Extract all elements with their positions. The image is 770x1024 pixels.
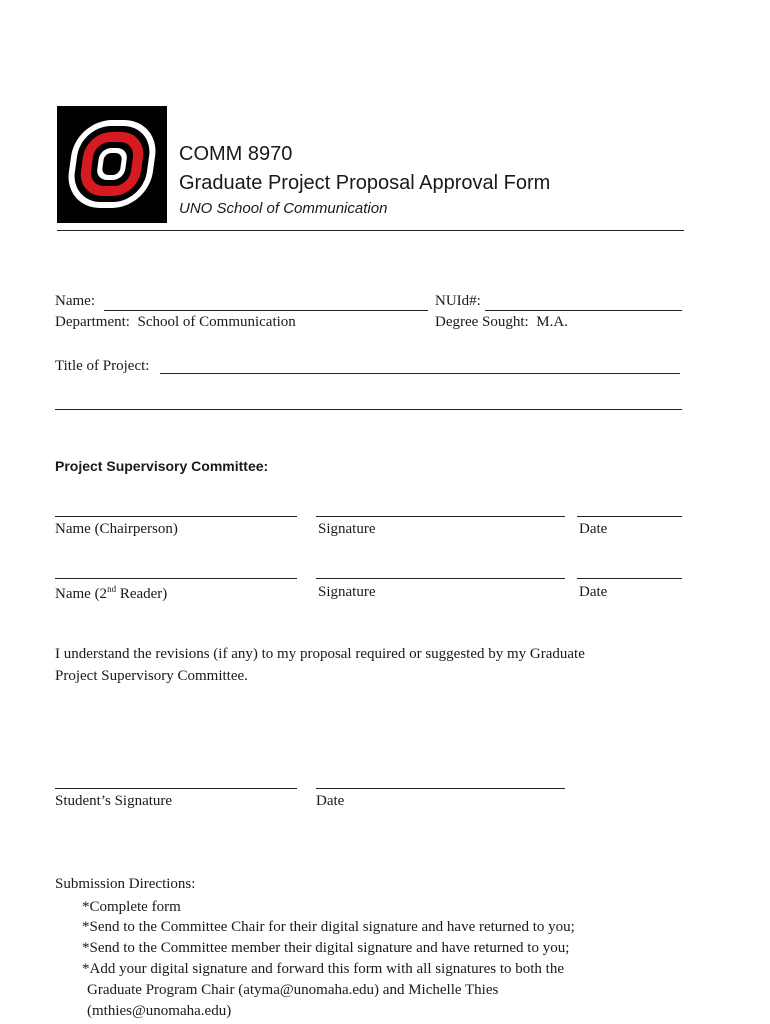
reader-name-line[interactable] (55, 578, 297, 579)
department-label: Department: (55, 314, 130, 330)
submission-step-2: *Send to the Committee Chair for their digital signature and have returned to you; (82, 919, 575, 935)
submission-heading: Submission Directions: (55, 876, 196, 892)
chair-name-label: Name (Chairperson) (55, 521, 178, 537)
submission-step-3: *Send to the Committee member their digital signature and have returned to you; (82, 940, 570, 956)
department-row (55, 314, 296, 331)
department-value: School of Communication (137, 314, 296, 330)
acknowledgement-line-1: I understand the revisions (if any) to my proposal required or suggested by my Graduate (55, 646, 585, 662)
student-date-line[interactable] (316, 788, 565, 789)
name-label: Name: (55, 293, 95, 309)
committee-heading: Project Supervisory Committee: (55, 458, 269, 474)
submission-continuation-2: (mthies@unomaha.edu) (87, 1003, 232, 1019)
course-code: COMM 8970 (179, 143, 293, 165)
project-title-line-1[interactable] (160, 373, 680, 374)
reader-signature-label: Signature (318, 584, 376, 600)
reader-date-label: Date (579, 584, 608, 600)
header-divider (57, 230, 684, 231)
submission-step-1: *Complete form (82, 899, 181, 915)
chair-name-line[interactable] (55, 516, 297, 517)
reader-name-label: Name (2nd Reader) (55, 584, 168, 602)
degree-value: M.A. (536, 314, 568, 330)
student-signature-label: Student’s Signature (55, 793, 173, 809)
chair-date-line[interactable] (577, 516, 682, 517)
form-title: Graduate Project Proposal Approval Form (179, 172, 551, 194)
reader-signature-line[interactable] (316, 578, 565, 579)
submission-continuation-1: Graduate Program Chair (atyma@unomaha.edu) and Michelle Thies (87, 982, 499, 998)
acknowledgement-line-2: Project Supervisory Committee. (55, 668, 248, 684)
chair-signature-line[interactable] (316, 516, 565, 517)
chair-date-label: Date (579, 521, 608, 537)
nuid-label: NUId#: (435, 293, 481, 309)
project-title-label: Title of Project: (55, 358, 150, 374)
student-date-label: Date (316, 793, 345, 809)
uno-logo (57, 106, 167, 223)
reader-date-line[interactable] (577, 578, 682, 579)
degree-row (435, 314, 568, 331)
uno-o-logo-icon (57, 106, 167, 223)
project-title-line-2[interactable] (55, 409, 682, 410)
degree-label: Degree Sought: (435, 314, 529, 330)
chair-signature-label: Signature (318, 521, 376, 537)
school-name: UNO School of Communication (179, 200, 388, 217)
submission-step-4: *Add your digital signature and forward this form with all signatures to both the (82, 961, 564, 977)
nuid-field-line[interactable] (485, 310, 682, 311)
name-field-line[interactable] (104, 310, 428, 311)
student-signature-line[interactable] (55, 788, 297, 789)
